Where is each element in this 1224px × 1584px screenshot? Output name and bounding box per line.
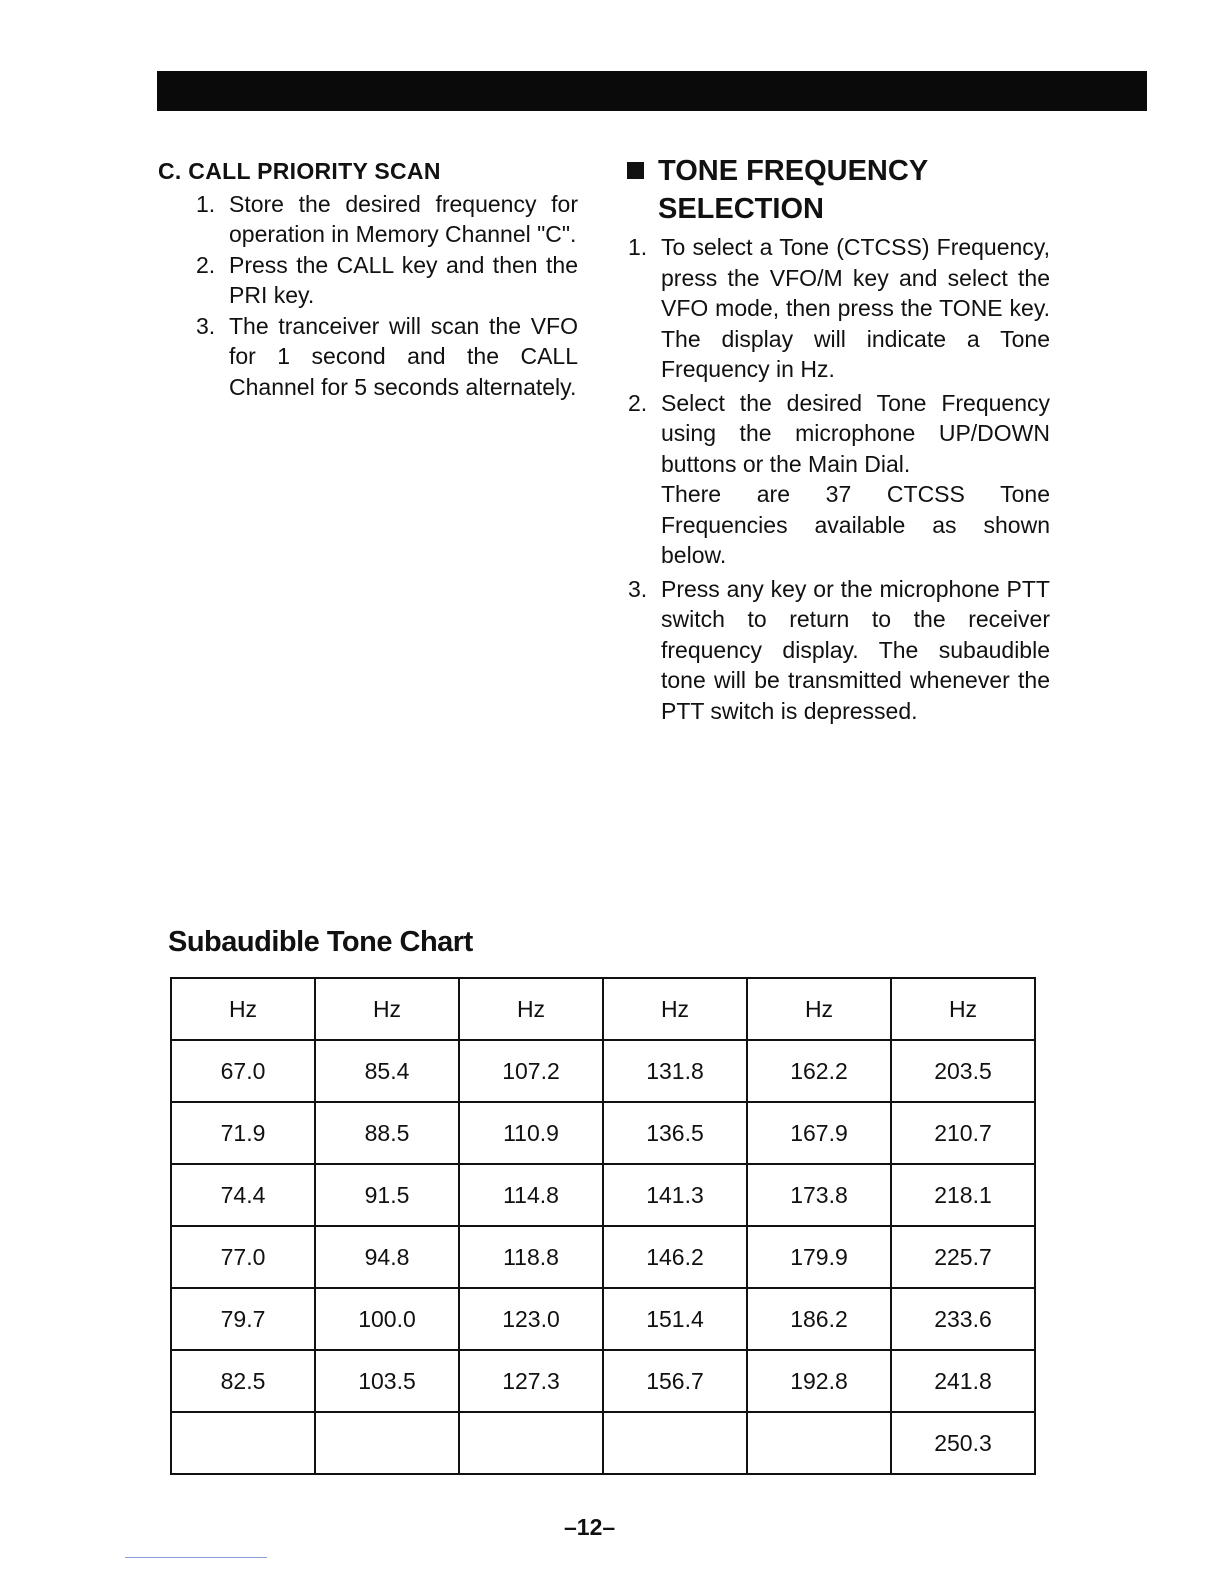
table-row: [171, 1040, 1035, 1102]
table-cell: [603, 1412, 747, 1474]
table-cell: 141.3: [603, 1164, 747, 1226]
table-cell: [747, 1412, 891, 1474]
table-cell: 107.2: [459, 1040, 603, 1102]
section-heading: C. CALL PRIORITY SCAN: [158, 158, 441, 184]
table-cell: 192.8: [747, 1350, 891, 1412]
table-body: [171, 1040, 1035, 1474]
step-number: 2.: [628, 389, 648, 416]
column-header: Hz: [171, 978, 315, 1040]
column-header: Hz: [891, 978, 1035, 1040]
step-list: [625, 232, 1050, 726]
table-cell: 173.8: [747, 1164, 891, 1226]
step-text: Press any key or the microphone PTT switch to return to the receiver frequency display. The subaudible tone will be transmitted whenever the PTT switch is depressed.: [661, 575, 1050, 724]
table-cell: 186.2: [747, 1288, 891, 1350]
step-text: Store the desired frequency for operation in Memory Channel "C".: [229, 190, 578, 247]
table-cell: 156.7: [603, 1350, 747, 1412]
table-cell: 110.9: [459, 1102, 603, 1164]
step-text: Select the desired Tone Frequency using the microphone UP/DOWN buttons or the Main Dial.: [661, 389, 1050, 477]
table-row: [171, 1102, 1035, 1164]
step-item: [158, 250, 578, 311]
table-cell: 123.0: [459, 1288, 603, 1350]
table-cell: 67.0: [171, 1040, 315, 1102]
table-cell: 100.0: [315, 1288, 459, 1350]
step-note: There are 37 CTCSS Tone Frequencies available as shown below.: [661, 481, 1050, 568]
table-row: [171, 1350, 1035, 1412]
column-header: Hz: [315, 978, 459, 1040]
table-cell: 167.9: [747, 1102, 891, 1164]
table-cell: 136.5: [603, 1102, 747, 1164]
table-cell: 131.8: [603, 1040, 747, 1102]
table-row: [171, 1412, 1035, 1474]
table-cell: 250.3: [891, 1412, 1035, 1474]
step-number: 3.: [196, 312, 216, 339]
table-cell: 91.5: [315, 1164, 459, 1226]
column-header: Hz: [603, 978, 747, 1040]
table-cell: [459, 1412, 603, 1474]
table-header-row: [171, 978, 1035, 1040]
table-cell: 179.9: [747, 1226, 891, 1288]
step-number: 2.: [196, 251, 216, 278]
table-cell: 233.6: [891, 1288, 1035, 1350]
table-cell: 71.9: [171, 1102, 315, 1164]
table-cell: 225.7: [891, 1226, 1035, 1288]
table-cell: 85.4: [315, 1040, 459, 1102]
step-text: To select a Tone (CTCSS) Frequency, press the VFO/M key and select the VFO mode, then press the TONE key. The display will indicate a Tone Frequency in Hz.: [661, 234, 1050, 382]
table-cell: 127.3: [459, 1350, 603, 1412]
step-item: [158, 189, 578, 250]
divider-line: [125, 1557, 267, 1558]
table-cell: 77.0: [171, 1226, 315, 1288]
table-cell: 241.8: [891, 1350, 1035, 1412]
table-cell: 94.8: [315, 1226, 459, 1288]
table-cell: 151.4: [603, 1288, 747, 1350]
section-heading: [625, 152, 1050, 228]
table-cell: 146.2: [603, 1226, 747, 1288]
table-cell: 79.7: [171, 1288, 315, 1350]
table-row: [171, 1226, 1035, 1288]
step-item: [158, 311, 578, 403]
step-number: 1.: [196, 190, 216, 217]
table-cell: 203.5: [891, 1040, 1035, 1102]
table-cell: 162.2: [747, 1040, 891, 1102]
table-cell: 82.5: [171, 1350, 315, 1412]
table-cell: [315, 1412, 459, 1474]
table-row: [171, 1288, 1035, 1350]
tone-frequency-section: [625, 152, 1050, 726]
step-number: 3.: [628, 575, 648, 602]
heading-line: SELECTION: [658, 193, 824, 225]
square-bullet-icon: [627, 162, 644, 179]
call-priority-scan-section: [158, 156, 578, 402]
table-cell: [171, 1412, 315, 1474]
column-header: Hz: [747, 978, 891, 1040]
step-number: 1.: [628, 234, 648, 260]
table-cell: 118.8: [459, 1226, 603, 1288]
table-cell: 74.4: [171, 1164, 315, 1226]
step-text: Press the CALL key and then the PRI key.: [229, 251, 578, 308]
table-cell: 114.8: [459, 1164, 603, 1226]
chart-title: Subaudible Tone Chart: [168, 926, 473, 958]
heading-line: TONE FREQUENCY: [658, 155, 929, 187]
header-bar: [157, 71, 1147, 111]
page-number: –12–: [564, 1514, 616, 1540]
step-list: [158, 189, 578, 403]
column-header: Hz: [459, 978, 603, 1040]
step-text: The tranceiver will scan the VFO for 1 second and the CALL Channel for 5 seconds alternately.: [229, 312, 578, 400]
step-item: [625, 574, 1050, 727]
table-cell: 218.1: [891, 1164, 1035, 1226]
step-item: [625, 388, 1050, 571]
step-item: [625, 232, 1050, 385]
table-row: [171, 1164, 1035, 1226]
tone-chart-table: [170, 977, 1036, 1475]
table-cell: 210.7: [891, 1102, 1035, 1164]
table-cell: 103.5: [315, 1350, 459, 1412]
table-cell: 88.5: [315, 1102, 459, 1164]
